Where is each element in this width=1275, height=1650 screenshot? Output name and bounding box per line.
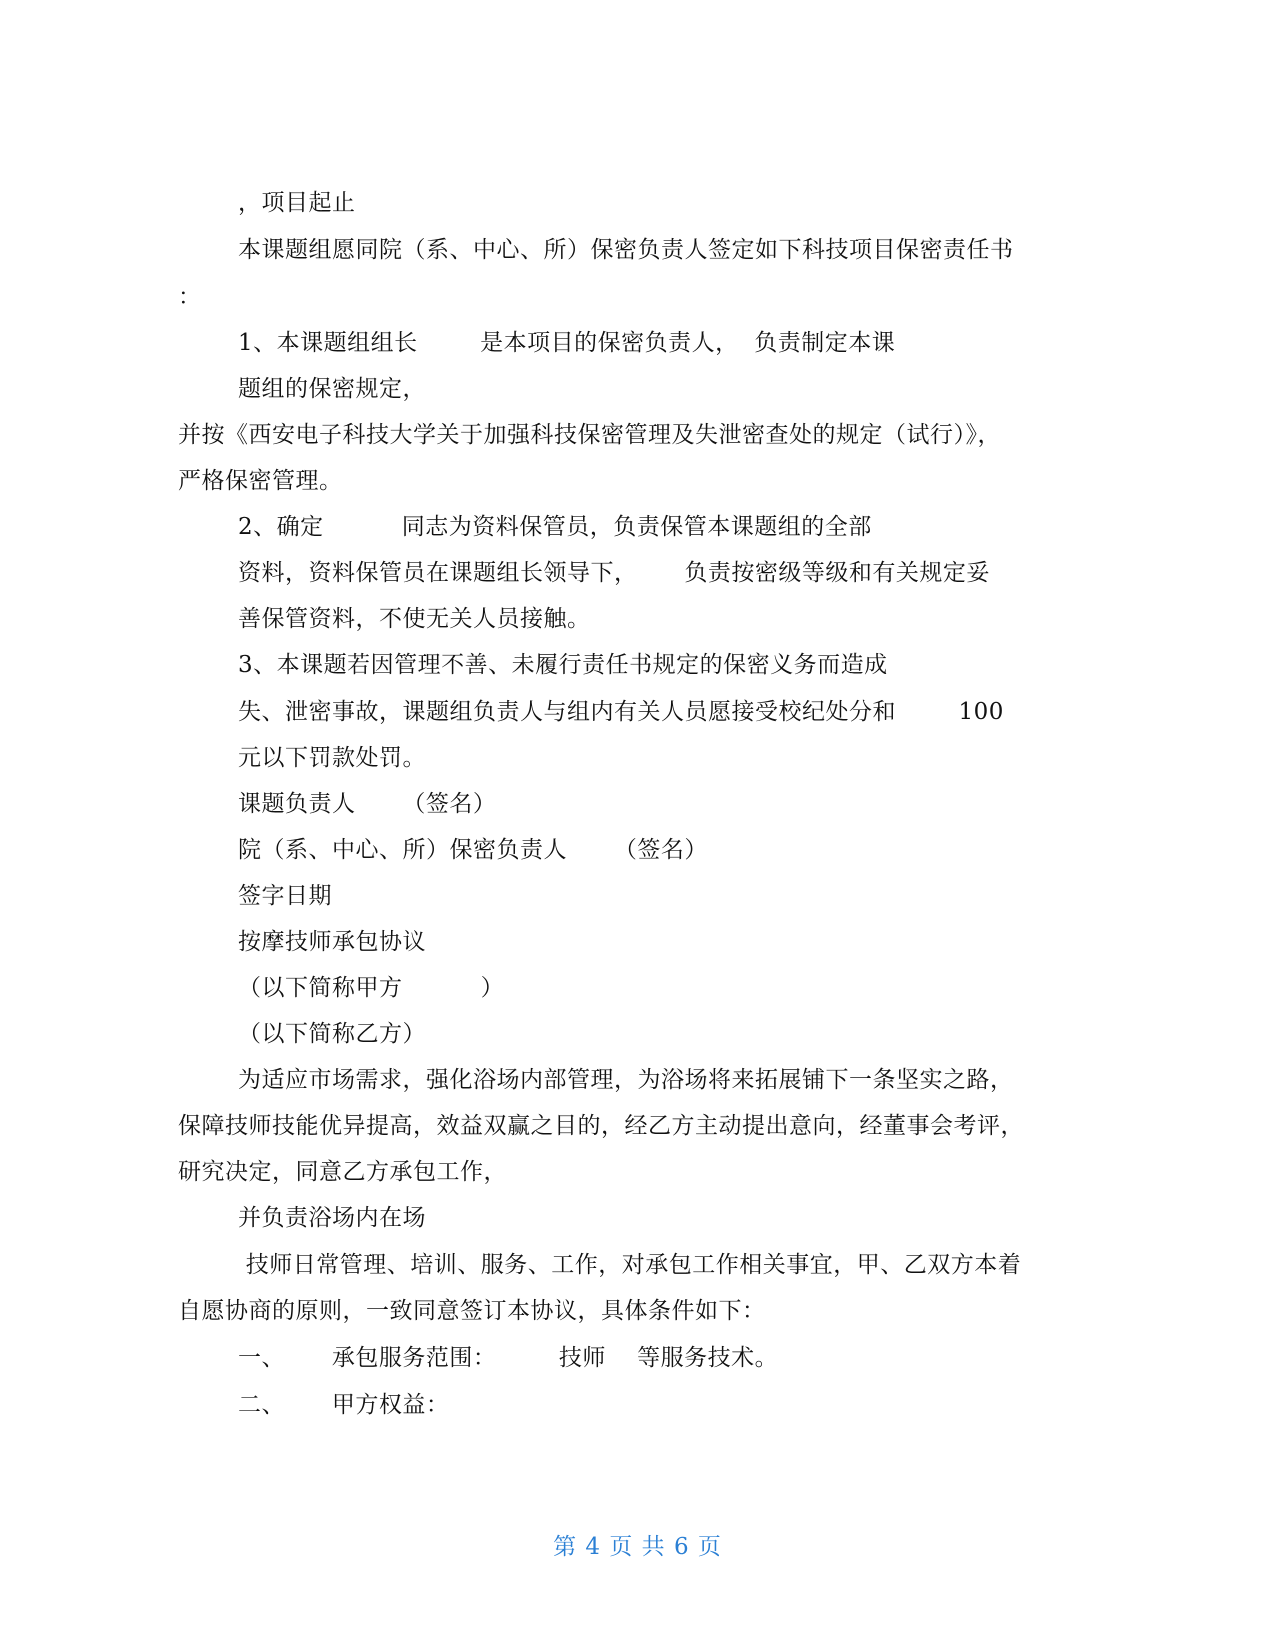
text-line: 元以下罚款处罚。 [238, 745, 426, 771]
text-line: 并负责浴场内在场 [238, 1205, 426, 1231]
text-line: 二、 甲方权益： [238, 1392, 450, 1418]
text-line: 失、泄密事故，课题组负责人与组内有关人员愿接受校纪处分和 100 [238, 699, 1004, 725]
text-line: （以下简称乙方） [238, 1021, 426, 1047]
text-line: 本课题组愿同院（系、中心、所）保密负责人签定如下科技项目保密责任书 [238, 237, 1014, 263]
text-line: 一、 承包服务范围： 技师 等服务技术。 [238, 1345, 779, 1371]
text-line: 院（系、中心、所）保密负责人 （签名） [238, 837, 708, 863]
text-line: 题组的保密规定， [238, 376, 426, 402]
text-line: 3、本课题若因管理不善、未履行责任书规定的保密义务而造成 [238, 652, 888, 678]
text-line: 课题负责人 （签名） [238, 791, 497, 817]
page-footer: 第 4 页 共 6 页 [553, 1534, 722, 1560]
text-line: 严格保密管理。 [178, 468, 343, 494]
text-line: 资料，资料保管员在课题组长领导下， 负责按密级等级和有关规定妥 [238, 560, 990, 586]
text-line: ，项目起止 [238, 190, 356, 216]
text-line: 善保管资料，不使无关人员接触。 [238, 606, 591, 632]
text-line: ： [178, 284, 202, 310]
text-line: 按摩技师承包协议 [238, 929, 426, 955]
text-line: 研究决定，同意乙方承包工作， [178, 1159, 507, 1185]
text-line: 自愿协商的原则，一致同意签订本协议，具体条件如下： [178, 1298, 766, 1324]
text-line: 为适应市场需求，强化浴场内部管理，为浴场将来拓展铺下一条坚实之路， [238, 1067, 1014, 1093]
text-line: 技师日常管理、培训、服务、工作，对承包工作相关事宜，甲、乙双方本着 [238, 1252, 1022, 1278]
text-line: 2、确定 同志为资料保管员，负责保管本课题组的全部 [238, 514, 872, 540]
text-line: 签字日期 [238, 883, 332, 909]
text-line: 1、本课题组组长 是本项目的保密负责人， 负责制定本课 [238, 330, 896, 356]
text-line: （以下简称甲方 ） [238, 975, 505, 1001]
text-line: 保障技师技能优异提高，效益双赢之目的，经乙方主动提出意向，经董事会考评， [178, 1113, 1024, 1139]
text-line: 并按《西安电子科技大学关于加强科技保密管理及失泄密查处的规定（试行）》， [178, 422, 1001, 448]
